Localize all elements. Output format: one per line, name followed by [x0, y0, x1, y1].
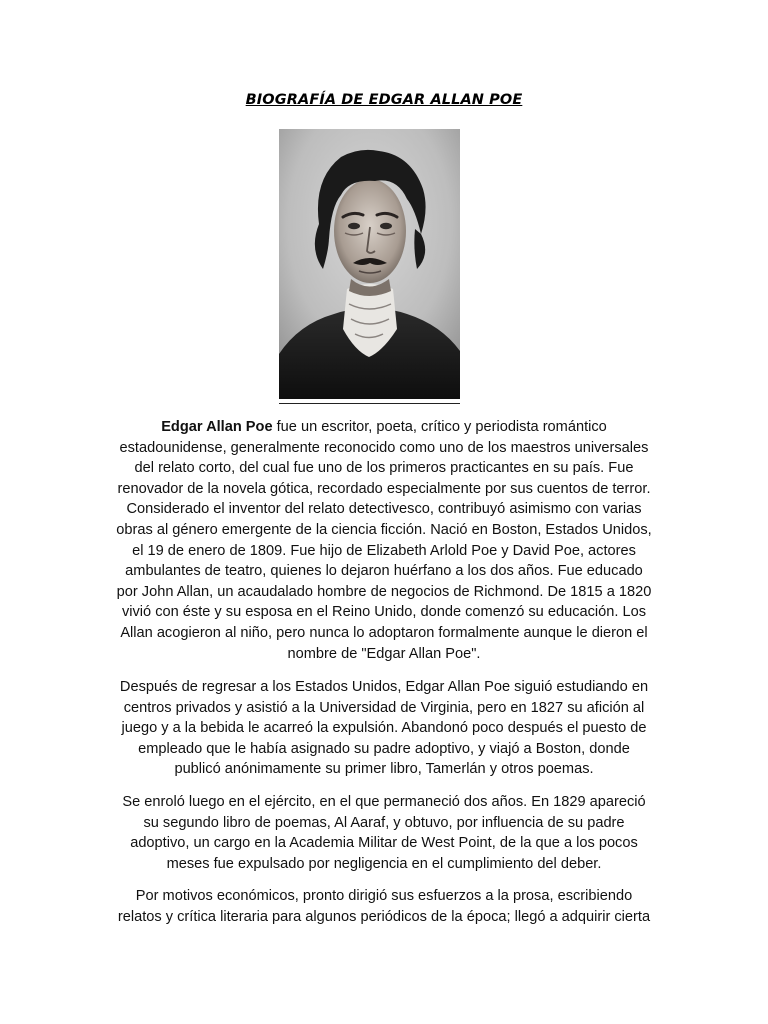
- paragraph-line: Considerado el inventor del relato detectivesco, contribuyó asimismo con varias: [126, 501, 642, 518]
- paragraph-line: nombre de "Edgar Allan Poe".: [287, 645, 481, 662]
- paragraph-line: centros privados y asistió a la Universidad de Virginia, pero en 1827 su afición al: [123, 699, 645, 716]
- paragraph-line: Se enroló luego en el ejército, en el que permaneció dos años. En 1829 apareció: [122, 794, 646, 810]
- paragraph-line: [104, 417, 664, 438]
- paragraph-2: [104, 677, 664, 780]
- paragraph-line: meses fue expulsado por negligencia en el cumplimiento del deber.: [166, 855, 602, 872]
- paragraph-line: obras al género emergente de la ciencia ficción. Nació en Boston, Estados Unidos,: [116, 521, 652, 538]
- paragraph-line: el 19 de enero de 1809. Fue hijo de Elizabeth Arlold Poe y David Poe, actores: [132, 542, 636, 559]
- paragraph-line-text: fue un escritor, poeta, crítico y periodista romántico: [272, 419, 607, 435]
- paragraph-line: estadounidense, generalmente reconocido como uno de los maestros universales: [119, 439, 649, 456]
- paragraph-line: juego y a la bebida le acarreó la expulsión. Abandonó poco después el puesto de: [121, 720, 647, 737]
- paragraph-line: vivió con éste y su esposa en el Reino Unido, donde comenzó su educación. Los: [121, 604, 647, 621]
- paragraph-1: [104, 417, 664, 664]
- portrait-photo-icon: [279, 129, 460, 399]
- paragraph-line: ambulantes de teatro, quienes lo dejaron huérfano a los dos años. Fue educado: [125, 563, 643, 580]
- paragraph-line: del relato corto, del cual fue uno de los primeros practicantes en su país. Fue: [134, 460, 634, 477]
- paragraph-line: relatos y crítica literaria para algunos periódicos de la época; llegó a adquirir cierta: [117, 908, 651, 925]
- portrait-underline: [279, 403, 460, 404]
- paragraph-line: por John Allan, un acaudalado hombre de negocios de Richmond. De 1815 a 1820: [116, 583, 652, 600]
- paragraph-line: Por motivos económicos, pronto dirigió sus esfuerzos a la prosa, escribiendo: [135, 888, 633, 904]
- paragraph-line: su segundo libro de poemas, Al Aaraf, y obtuvo, por influencia de su padre: [143, 814, 625, 831]
- paragraph-line: Allan acogieron al niño, pero nunca lo adoptaron formalmente aunque le dieron el: [120, 624, 648, 641]
- page-title: BIOGRAFÍA DE EDGAR ALLAN POE: [245, 92, 523, 108]
- paragraph-line: Después de regresar a los Estados Unidos, Edgar Allan Poe siguió estudiando en: [119, 679, 649, 695]
- paragraph-line: adoptivo, un cargo en la Academia Militar de West Point, de la que a los pocos: [130, 835, 638, 852]
- paragraph-line: publicó anónimamente su primer libro, Tamerlán y otros poemas.: [174, 761, 594, 778]
- paragraph-4: [104, 886, 664, 927]
- paragraph-line: renovador de la novela gótica, recordado especialmente por sus cuentos de terror.: [117, 480, 651, 497]
- bold-name: Edgar Allan Poe: [161, 419, 273, 435]
- paragraph-line: empleado que le había asignado su padre adoptivo, y viajó a Boston, donde: [138, 740, 630, 757]
- paragraph-3: [104, 792, 664, 874]
